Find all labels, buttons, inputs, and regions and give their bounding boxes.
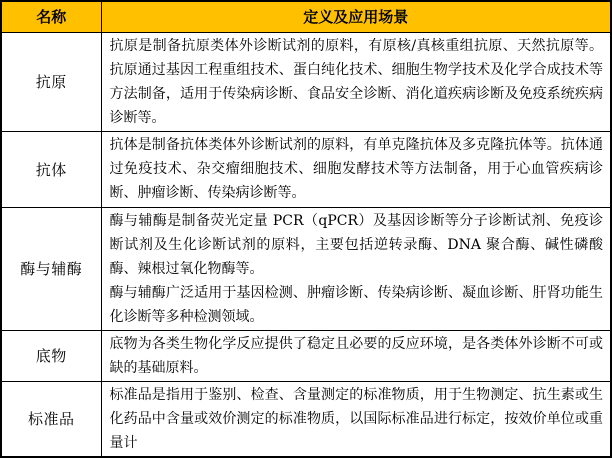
header-cell-name: 名称: [1, 1, 101, 32]
definition-paragraph: 酶与辅酶是制备荧光定量 PCR（qPCR）及基因诊断等分子诊断试剂、免疫诊断试剂及生化诊断试剂的原料，主要包括逆转录酶、DNA 聚合酶、碱性磷酸酶、辣根过氧化物酶等。: [109, 212, 603, 277]
term-cell: 抗原: [1, 32, 101, 131]
term-cell: 抗体: [1, 131, 101, 207]
table-row-antigen: [1, 32, 611, 131]
definition-cell: [101, 330, 611, 381]
definition-cell: [101, 381, 611, 457]
term-cell: 标准品: [1, 381, 101, 457]
definition-paragraph: 抗体是制备抗体类体外诊断试剂的原料，有单克隆抗体及多克隆抗体等。抗体通过免疫技术、杂交瘤细胞技术、细胞发酵技术等方法制备，用于心血管疾病诊断、肿瘤诊断、传染病诊断等。: [109, 137, 603, 201]
definition-paragraph: 标准品是指用于鉴别、检查、含量测定的标准物质，用于生物测定、抗生素或生化药品中含量或效价测定的标准物质，以国际标准品进行标定，按效价单位或重量计: [109, 386, 603, 451]
header-cell-definition: 定义及应用场景: [101, 1, 611, 32]
definition-paragraph: 酶与辅酶广泛适用于基因检测、肿瘤诊断、传染病诊断、凝血诊断、肝肾功能生化诊断等多种检测领域。: [109, 284, 603, 325]
definition-cell: [101, 32, 611, 131]
term-cell: 酶与辅酶: [1, 207, 101, 330]
definition-paragraph: 抗原是制备抗原类体外诊断试剂的原料，有原核/真核重组抗原、天然抗原等。抗原通过基因工程重组技术、蛋白纯化技术、细胞生物学技术及化学合成技术等方法制备，适用于传染病诊断、食品安全诊断、消化道疾病诊断及免疫系统疾病诊断等。: [109, 37, 603, 126]
term-cell: 底物: [1, 330, 101, 381]
table-row-standard: [1, 381, 611, 457]
definition-paragraph: 底物为各类生物化学反应提供了稳定且必要的反应环境，是各类体外诊断不可或缺的基础原料。: [109, 335, 603, 376]
definition-cell: [101, 131, 611, 207]
table-row-enzymes: [1, 207, 611, 330]
table-row-antibody: [1, 131, 611, 207]
table-row-substrate: [1, 330, 611, 381]
table-header-row: [1, 1, 611, 32]
definition-cell: [101, 207, 611, 330]
